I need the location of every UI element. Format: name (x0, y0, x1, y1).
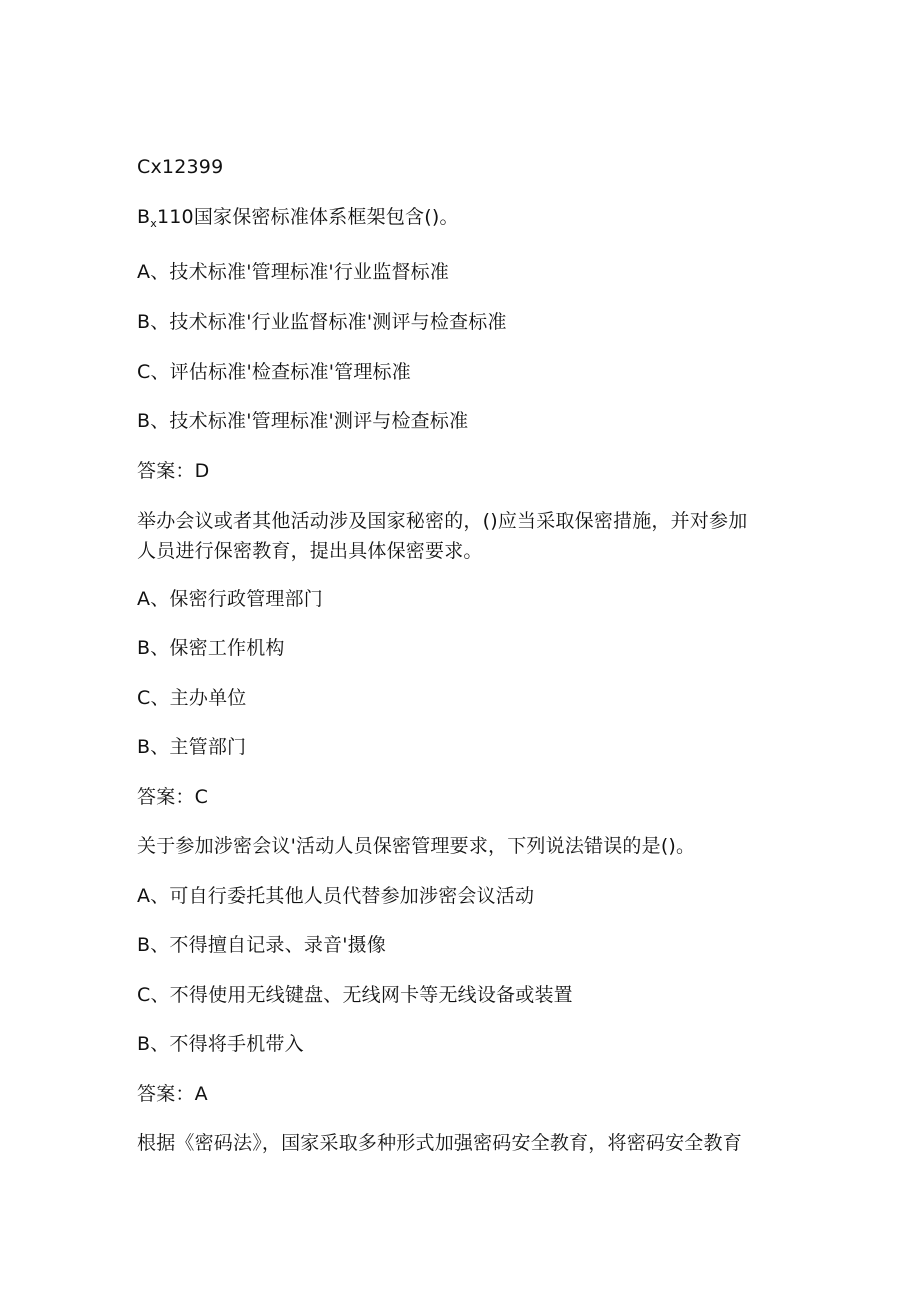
option-line: B、技术标准'管理标准'测评与检查标准 (137, 410, 469, 432)
option-line: B、技术标准'行业监督标准'测评与检查标准 (137, 311, 507, 333)
question-line-continued: 人员进行保密教育，提出具体保密要求。 (137, 540, 483, 562)
question-subscript: x (150, 217, 157, 230)
option-line: B、主管部门 (137, 736, 247, 758)
text-line: Cx12399 (137, 156, 224, 178)
answer-line: 答案：D (137, 460, 210, 482)
option-line: B、保密工作机构 (137, 637, 285, 659)
option-line: A、保密行政管理部门 (137, 588, 323, 610)
option-line: C、不得使用无线键盘、无线网卡等无线设备或装置 (137, 984, 573, 1006)
option-line: C、主办单位 (137, 687, 247, 709)
option-line: C、评估标准'检查标准'管理标准 (137, 361, 411, 383)
question-text: 110国家保密标准体系框架包含()。 (156, 206, 459, 228)
question-line: 举办会议或者其他活动涉及国家秘密的，()应当采取保密措施，并对参加 (137, 510, 748, 532)
answer-line: 答案：A (137, 1083, 208, 1105)
option-line: B、不得擅自记录、录音'摄像 (137, 934, 387, 956)
option-line: A、技术标准'管理标准'行业监督标准 (137, 261, 450, 283)
question-line: 根据《密码法》，国家采取多种形式加强密码安全教育，将密码安全教育 (137, 1132, 742, 1154)
question-line (137, 204, 797, 237)
option-line: B、不得将手机带入 (137, 1033, 304, 1055)
answer-line: 答案：C (137, 786, 209, 808)
question-prefix: B (137, 206, 151, 228)
question-line: 关于参加涉密会议'活动人员保密管理要求，下列说法错误的是()。 (137, 835, 696, 857)
option-line: A、可自行委托其他人员代替参加涉密会议活动 (137, 885, 535, 907)
